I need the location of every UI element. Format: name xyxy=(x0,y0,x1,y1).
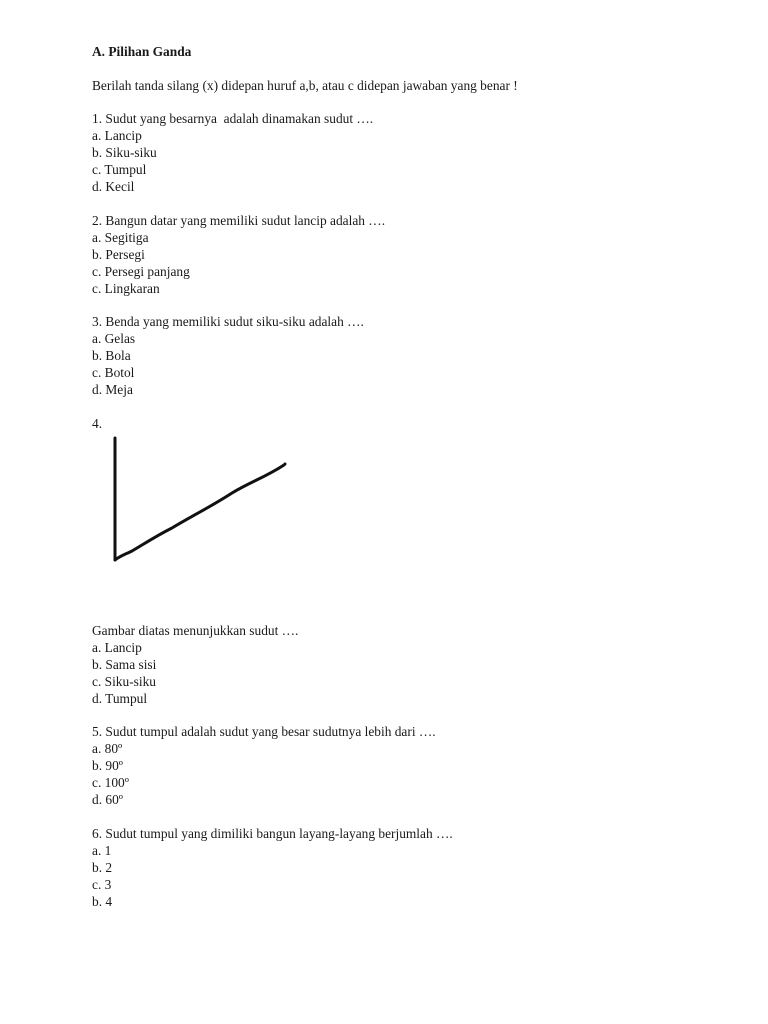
option-a: a. Gelas xyxy=(92,331,136,346)
question-4 xyxy=(92,415,712,707)
angle-diagonal-ray xyxy=(115,464,285,560)
question-text: 5. Sudut tumpul adalah sudut yang besar sudutnya lebih dari …. xyxy=(92,724,436,739)
option-d: d. Meja xyxy=(92,382,133,397)
acute-angle-drawing xyxy=(92,432,712,622)
option-a: a. Lancip xyxy=(92,128,142,143)
option-b: b. 2 xyxy=(92,859,113,875)
section-heading: A. Pilihan Ganda xyxy=(92,44,192,59)
question-2 xyxy=(92,212,712,297)
option-d: d. Tumpul xyxy=(92,690,148,706)
question-6 xyxy=(92,825,712,910)
option-d: c. Lingkaran xyxy=(92,280,160,296)
option-d: d. Kecil xyxy=(92,179,135,194)
option-a: a. 1 xyxy=(92,842,112,858)
option-a: a. Segitiga xyxy=(92,229,149,245)
angle-figure xyxy=(92,432,712,622)
option-c: c. Tumpul xyxy=(92,162,147,177)
question-3 xyxy=(92,313,712,398)
option-b: b. Bola xyxy=(92,348,131,363)
option-d: b. 4 xyxy=(92,893,113,909)
option-b: b. Persegi xyxy=(92,246,145,262)
worksheet xyxy=(92,43,712,910)
question-number: 4. xyxy=(92,415,103,431)
question-5 xyxy=(92,723,712,808)
instruction-text: Berilah tanda silang (x) didepan huruf a,b, atau c didepan jawaban yang benar ! xyxy=(92,77,518,93)
figure-caption: Gambar diatas menunjukkan sudut …. xyxy=(92,622,299,638)
option-c: c. Botol xyxy=(92,365,135,380)
option-c: c. 100º xyxy=(92,775,129,790)
option-b: b. 90º xyxy=(92,758,123,773)
option-b: b. Sama sisi xyxy=(92,656,157,672)
question-1 xyxy=(92,110,712,195)
option-c: c. Persegi panjang xyxy=(92,263,190,279)
option-c: c. 3 xyxy=(92,876,112,892)
question-text: 6. Sudut tumpul yang dimiliki bangun layang-layang berjumlah …. xyxy=(92,825,453,841)
option-d: d. 60º xyxy=(92,792,123,807)
option-a: a. 80º xyxy=(92,741,123,756)
question-text: 2. Bangun datar yang memiliki sudut lancip adalah …. xyxy=(92,212,386,228)
option-a: a. Lancip xyxy=(92,639,142,655)
option-b: b. Siku-siku xyxy=(92,145,157,160)
question-text: 1. Sudut yang besarnya adalah dinamakan sudut …. xyxy=(92,111,374,126)
option-c: c. Siku-siku xyxy=(92,673,156,689)
question-text: 3. Benda yang memiliki sudut siku-siku adalah …. xyxy=(92,314,364,329)
